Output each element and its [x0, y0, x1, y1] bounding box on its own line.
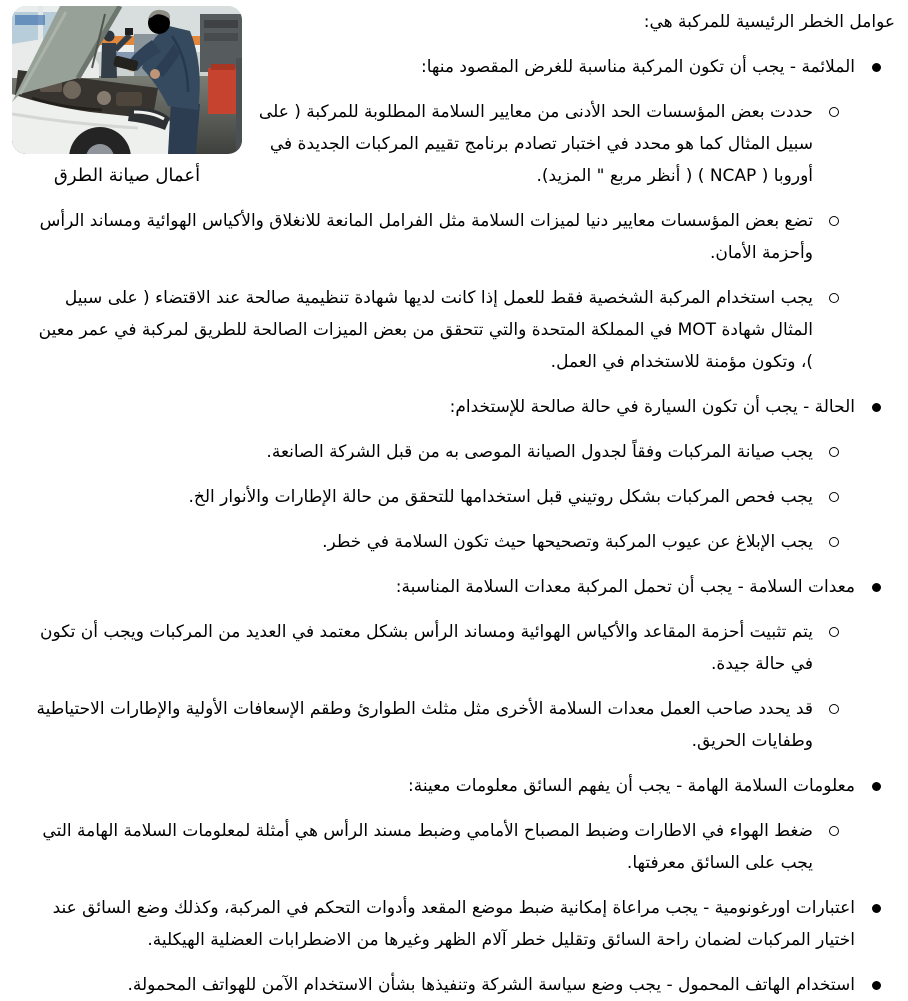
risk-item-text: معدات السلامة - يجب أن تحمل المركبة معدات السلامة المناسبة:: [395, 577, 855, 597]
sub-item: [28, 815, 855, 879]
bullet-dot-icon: [872, 583, 881, 592]
sub-item-text: يجب الإبلاغ عن عيوب المركبة وتصحيحها حيث تكون السلامة في خطر.: [322, 532, 813, 552]
bullet-dot-icon: [872, 904, 881, 913]
bullet-dot-icon: [872, 63, 881, 72]
risk-factors-list: [28, 51, 895, 1001]
risk-item-safety-equipment: [28, 571, 895, 757]
sub-list-suitability: [28, 96, 855, 378]
bullet-circle-icon: [829, 704, 839, 714]
bullet-circle-icon: [829, 537, 839, 547]
risk-item-suitability: [28, 51, 895, 378]
bullet-circle-icon: [829, 293, 839, 303]
risk-item-text: معلومات السلامة الهامة - يجب أن يفهم السائق معلومات معينة:: [407, 776, 855, 796]
bullet-circle-icon: [829, 492, 839, 502]
bullet-circle-icon: [829, 447, 839, 457]
sub-item-text: يجب استخدام المركبة الشخصية فقط للعمل إذا كانت لديها شهادة تنظيمية صالحة عند الاقتضاء ( على سبيل المثال شهادة MOT في المملكة المتحدة والتي تتحقق من بعض الميزات الصالحة للطريق لمركبة في عمر معين )، وتكون مؤمنة للاستخدام في العمل.: [38, 288, 813, 372]
sub-item: [28, 282, 855, 378]
bullet-dot-icon: [872, 782, 881, 791]
sub-item-text: يتم تثبيت أحزمة المقاعد والأكياس الهوائية ومساند الرأس بشكل معتمد في العديد من المركبات ويجب أن تكون في حالة جيدة.: [39, 622, 813, 674]
bullet-circle-icon: [829, 216, 839, 226]
risk-item-mobile-phone: [28, 969, 895, 1001]
sub-item-text: حددت بعض المؤسسات الحد الأدنى من معايير السلامة المطلوبة للمركبة ( على سبيل المثال كما هو محدد في اختبار تصادم برنامج تقييم المركبات الجديدة في أوروبا ( NCAP ) ( أنظر مربع " المزيد).: [258, 102, 813, 186]
sub-item: [28, 436, 855, 468]
sub-list-condition: [28, 436, 855, 558]
sub-list-safety-information: [28, 815, 855, 879]
bullet-circle-icon: [829, 107, 839, 117]
sub-item-text: تضع بعض المؤسسات معايير دنيا لميزات السلامة مثل الفرامل المانعة للانغلاق والأكياس الهوائية ومساند الرأس وأحزمة الأمان.: [39, 211, 813, 263]
sub-item-text: ضغط الهواء في الاطارات وضبط المصباح الأمامي وضبط مسند الرأس هي أمثلة لمعلومات السلامة الهامة التي يجب على السائق معرفتها.: [42, 821, 813, 873]
page-title: عوامل الخطر الرئيسية للمركبة هي:: [643, 12, 895, 32]
sub-list-safety-equipment: [28, 616, 855, 757]
bullet-circle-icon: [829, 826, 839, 836]
sub-item-text: قد يحدد صاحب العمل معدات السلامة الأخرى مثل مثلث الطوارئ وطقم الإسعافات الأولية والإطارات الاحتياطية وطفايات الحريق.: [36, 699, 813, 751]
sub-item: [28, 96, 855, 192]
sub-item: [28, 693, 855, 757]
sub-item: [28, 526, 855, 558]
risk-item-text: الحالة - يجب أن تكون السيارة في حالة صالحة للإستخدام:: [449, 397, 855, 417]
sub-item-text: يجب فحص المركبات بشكل روتيني قبل استخدامها للتحقق من حالة الإطارات والأنوار الخ.: [188, 487, 813, 507]
bullet-dot-icon: [872, 403, 881, 412]
risk-item-text: اعتبارات اورغونومية - يجب مراعاة إمكانية ضبط موضع المقعد وأدوات التحكم في المركبة، وكذلك وضع السائق عند اختيار المركبات لضمان راحة السائق وتقليل خطر آلام الظهر وغيرها من الاضطرابات العضلية الهيكلية.: [52, 898, 855, 950]
sub-item: [28, 616, 855, 680]
sub-item: [28, 481, 855, 513]
risk-item-safety-information: [28, 770, 895, 879]
risk-item-text: استخدام الهاتف المحمول - يجب وضع سياسة الشركة وتنفيذها بشأن الاستخدام الآمن للهواتف المحمولة.: [127, 975, 855, 995]
bullet-dot-icon: [872, 981, 881, 990]
figure-caption: أعمال صيانة الطرق: [53, 165, 201, 186]
risk-item-text: الملائمة - يجب أن تكون المركبة مناسبة للغرض المقصود منها:: [420, 57, 855, 77]
sub-item-text: يجب صيانة المركبات وفقاً لجدول الصيانة الموصى به من قبل الشركة الصانعة.: [266, 442, 813, 462]
sub-item: [28, 205, 855, 269]
bullet-circle-icon: [829, 627, 839, 637]
risk-item-condition: [28, 391, 895, 558]
risk-item-ergonomics: [28, 892, 895, 956]
